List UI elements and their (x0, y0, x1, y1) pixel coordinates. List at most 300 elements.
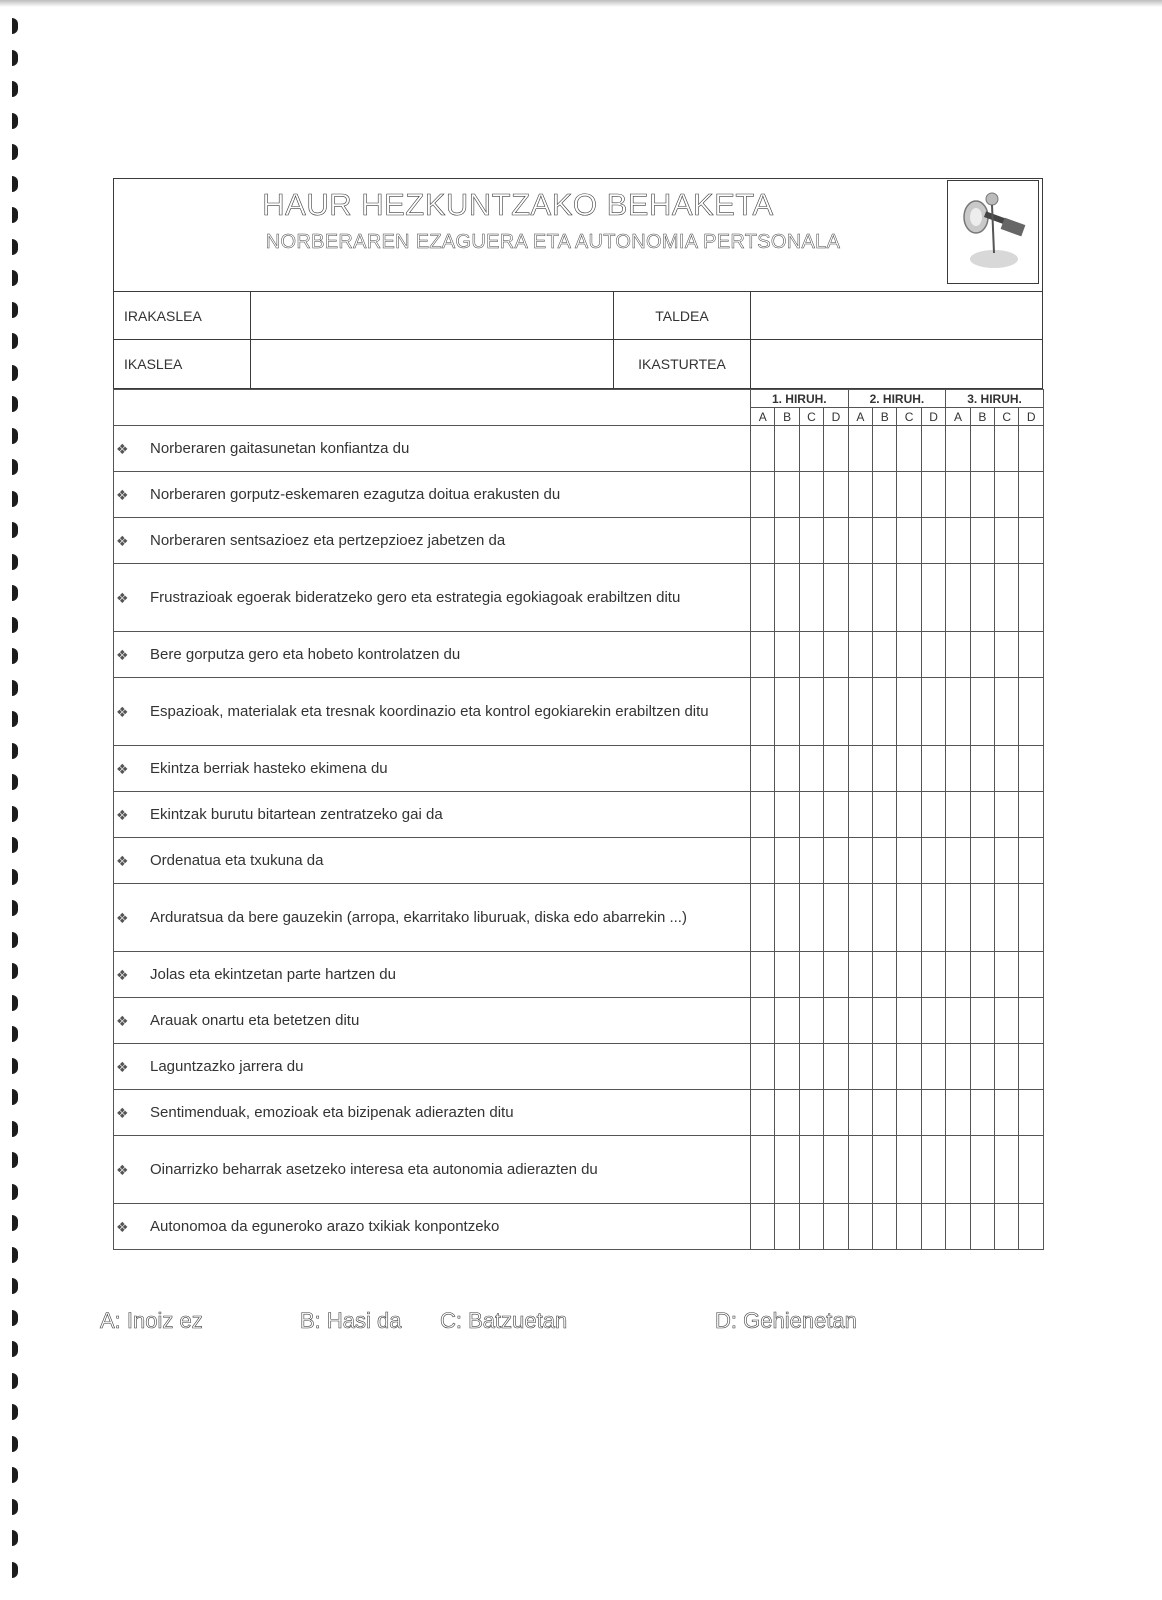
table-row (114, 472, 1044, 518)
rating-cell[interactable] (799, 678, 823, 746)
binding-hole (12, 1373, 18, 1389)
item-cell (114, 564, 751, 632)
rating-cell[interactable] (897, 838, 921, 884)
rating-cell[interactable] (824, 998, 848, 1044)
rating-cell[interactable] (946, 472, 970, 518)
binding-hole (12, 333, 18, 349)
rating-cell[interactable] (970, 952, 994, 998)
rating-cell[interactable] (921, 472, 945, 518)
rating-cell[interactable] (897, 564, 921, 632)
table-row (114, 792, 1044, 838)
rating-cell[interactable] (873, 884, 897, 952)
table-row (114, 1136, 1044, 1204)
item-text: Norberaren gaitasunetan konfiantza du (150, 439, 410, 457)
rating-cell[interactable] (1019, 564, 1043, 632)
binding-hole (12, 270, 18, 286)
item-text: Ekintzak burutu bitartean zentratzeko gai da (150, 805, 443, 823)
table-row (114, 632, 1044, 678)
rating-cell[interactable] (946, 518, 970, 564)
binding-hole (12, 491, 18, 507)
grade-header: C (995, 408, 1019, 426)
rating-cell[interactable] (751, 678, 775, 746)
rating-cell[interactable] (897, 472, 921, 518)
rating-cell[interactable] (946, 1090, 970, 1136)
rating-cell[interactable] (995, 1136, 1019, 1204)
rating-cell[interactable] (848, 426, 872, 472)
binding-hole (12, 1499, 18, 1515)
rating-cell[interactable] (897, 518, 921, 564)
diamond-bullet-icon: ❖ (116, 440, 129, 457)
rating-cell[interactable] (921, 1090, 945, 1136)
diamond-bullet-icon: ❖ (116, 760, 129, 777)
rating-cell[interactable] (921, 1136, 945, 1204)
observation-table (113, 389, 1044, 1250)
rating-cell[interactable] (1019, 1090, 1043, 1136)
item-text: Arauak onartu eta betetzen ditu (150, 1011, 360, 1029)
rating-cell[interactable] (799, 426, 823, 472)
item-cell (114, 472, 751, 518)
rating-cell[interactable] (970, 632, 994, 678)
rating-cell[interactable] (873, 1136, 897, 1204)
binding-hole (12, 1310, 18, 1326)
rating-cell[interactable] (897, 1204, 921, 1250)
rating-cell[interactable] (873, 564, 897, 632)
item-cell (114, 838, 751, 884)
rating-cell[interactable] (1019, 792, 1043, 838)
rating-cell[interactable] (848, 632, 872, 678)
diamond-bullet-icon: ❖ (116, 1218, 129, 1235)
rating-cell[interactable] (921, 1044, 945, 1090)
rating-cell[interactable] (1019, 952, 1043, 998)
rating-cell[interactable] (848, 746, 872, 792)
binding-hole (12, 617, 18, 633)
rating-cell[interactable] (751, 518, 775, 564)
rating-cell[interactable] (799, 746, 823, 792)
rating-cell[interactable] (995, 472, 1019, 518)
rating-cell[interactable] (848, 1204, 872, 1250)
rating-cell[interactable] (775, 472, 799, 518)
diamond-bullet-icon: ❖ (116, 1104, 129, 1121)
rating-cell[interactable] (1019, 632, 1043, 678)
rating-cell[interactable] (873, 1044, 897, 1090)
rating-cell[interactable] (824, 792, 848, 838)
rating-cell[interactable] (873, 746, 897, 792)
rating-cell[interactable] (775, 746, 799, 792)
rating-cell[interactable] (946, 1044, 970, 1090)
rating-cell[interactable] (1019, 1044, 1043, 1090)
rating-cell[interactable] (946, 1204, 970, 1250)
rating-cell[interactable] (995, 564, 1019, 632)
rating-cell[interactable] (995, 952, 1019, 998)
binding-hole (12, 1026, 18, 1042)
rating-cell[interactable] (970, 1136, 994, 1204)
group-label: TALDEA (614, 292, 751, 340)
rating-cell[interactable] (946, 838, 970, 884)
grade-header: A (751, 408, 775, 426)
rating-cell[interactable] (775, 998, 799, 1044)
rating-cell[interactable] (921, 564, 945, 632)
rating-cell[interactable] (799, 884, 823, 952)
rating-cell[interactable] (824, 426, 848, 472)
rating-cell[interactable] (775, 1090, 799, 1136)
rating-cell[interactable] (897, 632, 921, 678)
item-cell (114, 884, 751, 952)
rating-cell[interactable] (921, 746, 945, 792)
rating-cell[interactable] (751, 998, 775, 1044)
rating-cell[interactable] (897, 1044, 921, 1090)
rating-cell[interactable] (848, 884, 872, 952)
rating-cell[interactable] (824, 1044, 848, 1090)
binding-hole (12, 302, 18, 318)
school-year-field[interactable] (751, 340, 1042, 388)
binding-hole (12, 50, 18, 66)
rating-cell[interactable] (751, 792, 775, 838)
item-cell (114, 792, 751, 838)
table-row (114, 564, 1044, 632)
binding-hole (12, 743, 18, 759)
binding-hole (12, 1467, 18, 1483)
rating-cell[interactable] (897, 952, 921, 998)
binding-hole (12, 585, 18, 601)
rating-cell[interactable] (799, 632, 823, 678)
rating-cell[interactable] (1019, 1136, 1043, 1204)
rating-cell[interactable] (775, 792, 799, 838)
rating-cell[interactable] (921, 678, 945, 746)
rating-cell[interactable] (1019, 426, 1043, 472)
rating-cell[interactable] (775, 426, 799, 472)
rating-cell[interactable] (775, 1044, 799, 1090)
rating-cell[interactable] (824, 952, 848, 998)
rating-cell[interactable] (1019, 1204, 1043, 1250)
rating-cell[interactable] (970, 884, 994, 952)
rating-cell[interactable] (970, 746, 994, 792)
rating-cell[interactable] (897, 1136, 921, 1204)
item-text: Sentimenduak, emozioak eta bizipenak adierazten ditu (150, 1103, 514, 1121)
binding-hole (12, 774, 18, 790)
diamond-bullet-icon: ❖ (116, 966, 129, 983)
rating-cell[interactable] (873, 678, 897, 746)
binding-hole (12, 1152, 18, 1168)
rating-cell[interactable] (921, 632, 945, 678)
rating-cell[interactable] (824, 564, 848, 632)
table-row (114, 746, 1044, 792)
rating-cell[interactable] (799, 472, 823, 518)
rating-cell[interactable] (946, 952, 970, 998)
rating-cell[interactable] (775, 632, 799, 678)
table-row (114, 1090, 1044, 1136)
table-row (114, 952, 1044, 998)
binding-hole (12, 1215, 18, 1231)
rating-cell[interactable] (775, 952, 799, 998)
rating-cell[interactable] (799, 1090, 823, 1136)
rating-cell[interactable] (995, 998, 1019, 1044)
diamond-bullet-icon: ❖ (116, 852, 129, 869)
rating-cell[interactable] (848, 1090, 872, 1136)
rating-cell[interactable] (995, 1090, 1019, 1136)
rating-cell[interactable] (848, 998, 872, 1044)
rating-cell[interactable] (848, 838, 872, 884)
term-header: 1. HIRUH. (751, 390, 849, 408)
rating-cell[interactable] (873, 632, 897, 678)
diamond-bullet-icon: ❖ (116, 1161, 129, 1178)
rating-cell[interactable] (873, 838, 897, 884)
rating-cell[interactable] (751, 1204, 775, 1250)
rating-cell[interactable] (824, 1204, 848, 1250)
rating-cell[interactable] (897, 426, 921, 472)
rating-cell[interactable] (824, 1136, 848, 1204)
rating-cell[interactable] (995, 1204, 1019, 1250)
binding-hole (12, 1341, 18, 1357)
binding-hole (12, 365, 18, 381)
rating-cell[interactable] (824, 472, 848, 518)
rating-cell[interactable] (897, 678, 921, 746)
rating-cell[interactable] (946, 632, 970, 678)
binding-hole (12, 428, 18, 444)
rating-cell[interactable] (921, 952, 945, 998)
rating-cell[interactable] (751, 564, 775, 632)
group-field[interactable] (751, 292, 1042, 340)
table-row (114, 1204, 1044, 1250)
rating-cell[interactable] (873, 1090, 897, 1136)
rating-cell[interactable] (897, 746, 921, 792)
rating-cell[interactable] (799, 952, 823, 998)
binding-hole (12, 1404, 18, 1420)
rating-cell[interactable] (799, 998, 823, 1044)
item-text: Ordenatua eta txukuna da (150, 851, 324, 869)
binding-hole (12, 1058, 18, 1074)
rating-cell[interactable] (848, 472, 872, 518)
student-label: IKASLEA (114, 340, 251, 388)
rating-cell[interactable] (751, 952, 775, 998)
rating-cell[interactable] (970, 472, 994, 518)
rating-cell[interactable] (921, 518, 945, 564)
scan-edge (0, 0, 1162, 7)
rating-cell[interactable] (1019, 678, 1043, 746)
binding-hole (12, 837, 18, 853)
rating-cell[interactable] (946, 792, 970, 838)
grade-header: D (1019, 408, 1043, 426)
rating-cell[interactable] (921, 838, 945, 884)
binding-hole (12, 18, 18, 34)
rating-cell[interactable] (799, 792, 823, 838)
grade-header: B (873, 408, 897, 426)
binding-hole (12, 932, 18, 948)
rating-cell[interactable] (775, 564, 799, 632)
term-header: 2. HIRUH. (848, 390, 946, 408)
table-row (114, 838, 1044, 884)
rating-cell[interactable] (848, 792, 872, 838)
rating-cell[interactable] (921, 998, 945, 1044)
rating-cell[interactable] (799, 1044, 823, 1090)
rating-cell[interactable] (970, 518, 994, 564)
rating-cell[interactable] (775, 518, 799, 564)
rating-cell[interactable] (873, 998, 897, 1044)
rating-cell[interactable] (751, 746, 775, 792)
diamond-bullet-icon: ❖ (116, 806, 129, 823)
rating-cell[interactable] (970, 564, 994, 632)
rating-cell[interactable] (848, 952, 872, 998)
rating-cell[interactable] (873, 426, 897, 472)
spiral-binding (6, 18, 22, 1588)
rating-cell[interactable] (799, 838, 823, 884)
rating-cell[interactable] (1019, 998, 1043, 1044)
form-title: HAUR HEZKUNTZAKO BEHAKETA (262, 187, 774, 222)
rating-cell[interactable] (848, 1136, 872, 1204)
rating-cell[interactable] (873, 472, 897, 518)
binding-hole (12, 995, 18, 1011)
form-subtitle: NORBERAREN EZAGUERA ETA AUTONOMIA PERTSONALA (265, 231, 841, 253)
rating-cell[interactable] (946, 426, 970, 472)
rating-cell[interactable] (751, 426, 775, 472)
satellite-logo-icon (947, 180, 1039, 284)
rating-cell[interactable] (897, 998, 921, 1044)
rating-cell[interactable] (1019, 746, 1043, 792)
binding-hole (12, 81, 18, 97)
rating-cell[interactable] (799, 1204, 823, 1250)
term-header: 3. HIRUH. (946, 390, 1044, 408)
rating-cell[interactable] (775, 838, 799, 884)
rating-cell[interactable] (824, 1090, 848, 1136)
rating-cell[interactable] (799, 1136, 823, 1204)
rating-cell[interactable] (824, 884, 848, 952)
rating-cell[interactable] (824, 632, 848, 678)
rating-cell[interactable] (775, 1204, 799, 1250)
info-grid (113, 292, 1043, 389)
rating-cell[interactable] (1019, 838, 1043, 884)
student-field[interactable] (251, 340, 614, 388)
rating-cell[interactable] (775, 884, 799, 952)
rating-cell[interactable] (995, 518, 1019, 564)
binding-hole (12, 396, 18, 412)
rating-cell[interactable] (946, 564, 970, 632)
rating-cell[interactable] (799, 518, 823, 564)
rating-cell[interactable] (799, 564, 823, 632)
item-cell (114, 1204, 751, 1250)
item-cell (114, 518, 751, 564)
teacher-field[interactable] (251, 292, 614, 340)
rating-cell[interactable] (921, 426, 945, 472)
teacher-label: IRAKASLEA (114, 292, 251, 340)
rating-cell[interactable] (921, 792, 945, 838)
rating-cell[interactable] (1019, 518, 1043, 564)
binding-hole (12, 1562, 18, 1578)
rating-cell[interactable] (897, 1090, 921, 1136)
rating-cell[interactable] (873, 792, 897, 838)
rating-cell[interactable] (824, 746, 848, 792)
binding-hole (12, 680, 18, 696)
rating-cell[interactable] (970, 1044, 994, 1090)
rating-cell[interactable] (970, 838, 994, 884)
rating-cell[interactable] (921, 884, 945, 952)
rating-cell[interactable] (848, 518, 872, 564)
rating-cell[interactable] (946, 884, 970, 952)
grade-header: B (775, 408, 799, 426)
binding-hole (12, 1089, 18, 1105)
rating-cell[interactable] (848, 564, 872, 632)
header-blank (114, 390, 751, 426)
rating-cell[interactable] (970, 792, 994, 838)
item-text: Ekintza berriak hasteko ekimena du (150, 759, 388, 777)
rating-cell[interactable] (751, 1136, 775, 1204)
rating-cell[interactable] (751, 1044, 775, 1090)
legend-c: C: Batzuetan (440, 1308, 568, 1333)
binding-hole (12, 900, 18, 916)
item-text: Jolas eta ekintzetan parte hartzen du (150, 965, 396, 983)
binding-hole (12, 1247, 18, 1263)
item-cell (114, 746, 751, 792)
rating-cell[interactable] (751, 632, 775, 678)
rating-cell[interactable] (946, 678, 970, 746)
rating-cell[interactable] (946, 998, 970, 1044)
rating-cell[interactable] (995, 632, 1019, 678)
rating-cell[interactable] (775, 1136, 799, 1204)
rating-cell[interactable] (970, 678, 994, 746)
rating-cell[interactable] (751, 884, 775, 952)
grade-header: D (921, 408, 945, 426)
observation-form (113, 178, 1043, 1250)
item-cell (114, 632, 751, 678)
binding-hole (12, 522, 18, 538)
rating-cell[interactable] (995, 838, 1019, 884)
rating-cell[interactable] (995, 1044, 1019, 1090)
rating-cell[interactable] (873, 518, 897, 564)
rating-cell[interactable] (848, 1044, 872, 1090)
rating-cell[interactable] (1019, 472, 1043, 518)
rating-cell[interactable] (995, 792, 1019, 838)
rating-cell[interactable] (751, 472, 775, 518)
grade-header: C (897, 408, 921, 426)
rating-cell[interactable] (970, 1204, 994, 1250)
rating-cell[interactable] (995, 884, 1019, 952)
table-row (114, 518, 1044, 564)
diamond-bullet-icon: ❖ (116, 532, 129, 549)
rating-cell[interactable] (1019, 884, 1043, 952)
rating-cell[interactable] (897, 884, 921, 952)
rating-cell[interactable] (873, 1204, 897, 1250)
rating-cell[interactable] (946, 1136, 970, 1204)
rating-cell[interactable] (970, 998, 994, 1044)
item-cell (114, 1090, 751, 1136)
rating-cell[interactable] (775, 678, 799, 746)
legend-b: B: Hasi da (300, 1308, 402, 1333)
item-text: Bere gorputza gero eta hobeto kontrolatzen du (150, 645, 461, 663)
rating-cell[interactable] (970, 1090, 994, 1136)
rating-cell[interactable] (995, 678, 1019, 746)
rating-cell[interactable] (824, 518, 848, 564)
binding-hole (12, 144, 18, 160)
rating-cell[interactable] (824, 678, 848, 746)
rating-cell[interactable] (751, 838, 775, 884)
binding-hole (12, 1278, 18, 1294)
rating-cell[interactable] (970, 426, 994, 472)
rating-cell[interactable] (824, 838, 848, 884)
binding-hole (12, 963, 18, 979)
rating-cell[interactable] (848, 678, 872, 746)
table-row (114, 1044, 1044, 1090)
item-text: Autonomoa da eguneroko arazo txikiak konpontzeko (150, 1217, 500, 1235)
rating-cell[interactable] (873, 952, 897, 998)
form-header (113, 178, 1043, 292)
rating-cell[interactable] (995, 746, 1019, 792)
diamond-bullet-icon: ❖ (116, 486, 129, 503)
rating-cell[interactable] (946, 746, 970, 792)
table-row (114, 426, 1044, 472)
rating-cell[interactable] (897, 792, 921, 838)
grade-header: B (970, 408, 994, 426)
rating-cell[interactable] (995, 426, 1019, 472)
rating-cell[interactable] (751, 1090, 775, 1136)
rating-cell[interactable] (921, 1204, 945, 1250)
